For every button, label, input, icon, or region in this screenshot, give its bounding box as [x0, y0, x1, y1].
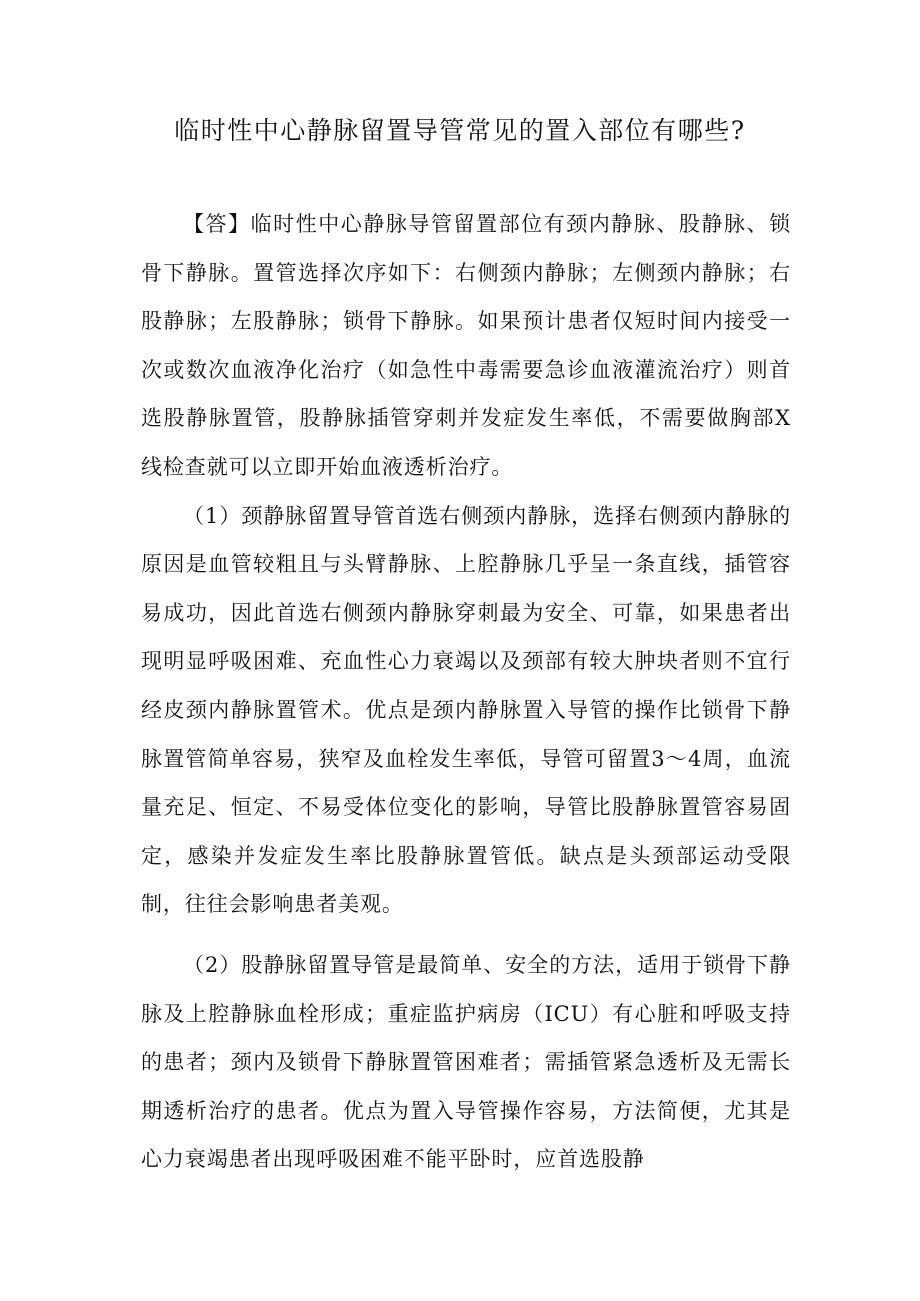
femoral-vein-paragraph: （2）股静脉留置导管是最简单、安全的方法，适用于锁骨下静脉及上腔静脉血栓形成；重症监护病房（ICU）有心脏和呼吸支持的患者；颈内及锁骨下静脉置管困难者；需插管紧急透析及无需长期透析治疗的患者。优点为置入导管操作容易，方法简便，尤其是心力衰竭患者出现呼吸困难不能平卧时，应首选股静	[141, 952, 791, 1172]
document-body	[141, 200, 791, 1184]
answer-paragraph: 【答】临时性中心静脉导管留置部位有颈内静脉、股静脉、锁骨下静脉。置管选择次序如下：右侧颈内静脉；左侧颈内静脉；右股静脉；左股静脉；锁骨下静脉。如果预计患者仅短时间内接受一次或数次血液净化治疗（如急性中毒需要急诊血液灌流治疗）则首选股静脉置管，股静脉插管穿刺并发症发生率低，不需要做胸部X线检查就可以立即开始血液透析治疗。	[141, 212, 791, 479]
page-title: 临时性中心静脉留置导管常见的置入部位有哪些?	[174, 116, 746, 145]
jugular-vein-paragraph: （1）颈静脉留置导管首选右侧颈内静脉，选择右侧颈内静脉的原因是血管较粗且与头臂静脉、上腔静脉几乎呈一条直线，插管容易成功，因此首选右侧颈内静脉穿刺最为安全、可靠，如果患者出现明显呼吸困难、充血性心力衰竭以及颈部有较大肿块者则不宜行经皮颈内静脉置管术。优点是颈内静脉置入导管的操作比锁骨下静脉置管简单容易，狭窄及血栓发生率低，导管可留置3～4周，血流量充足、恒定、不易受体位变化的影响，导管比股静脉置管容易固定，感染并发症发生率比股静脉置管低。缺点是头颈部运动受限制，往往会影响患者美观。	[141, 503, 791, 917]
